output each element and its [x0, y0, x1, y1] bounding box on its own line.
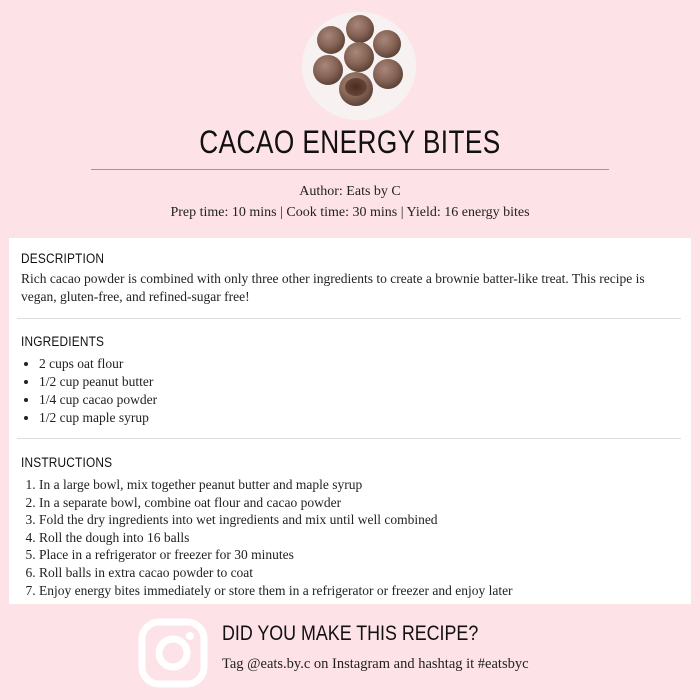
instructions-list	[21, 476, 681, 599]
instruction-step: 7. Enjoy energy bites immediately or store them in a refrigerator or freezer and enjoy later	[39, 582, 681, 600]
recipe-meta	[0, 181, 700, 223]
description-section	[21, 251, 681, 306]
instruction-step: 4. Roll the dough into 16 balls	[39, 529, 681, 547]
instructions-section	[21, 455, 681, 599]
instruction-step: 3. Fold the dry ingredients into wet ingredients and mix until well combined	[39, 511, 681, 529]
recipe-card	[9, 238, 691, 604]
energy-bites-illustration	[302, 12, 416, 120]
author-line: Author: Eats by C	[299, 184, 401, 199]
ingredients-heading: INGREDIENTS	[21, 334, 105, 349]
description-heading: DESCRIPTION	[21, 251, 105, 266]
description-text: Rich cacao powder is combined with only three other ingredients to create a brownie batter-like treat. This recipe is vegan, gluten-free, and refined-sugar free!	[21, 271, 645, 304]
ingredients-section	[21, 334, 681, 427]
times-line: Prep time: 10 mins | Cook time: 30 mins | Yield: 16 energy bites	[170, 205, 530, 220]
ingredient-item: • 1/4 cup cacao powder	[39, 391, 681, 409]
section-divider	[17, 438, 681, 439]
instructions-heading: INSTRUCTIONS	[21, 455, 113, 470]
section-divider	[17, 318, 681, 319]
cta-title: DID YOU MAKE THIS RECIPE?	[222, 622, 479, 645]
instagram-icon[interactable]	[138, 618, 208, 688]
instruction-step: 5. Place in a refrigerator or freezer for 30 minutes	[39, 546, 681, 564]
recipe-photo	[302, 12, 416, 120]
cta-text: Tag @eats.by.c on Instagram and hashtag it #eatsbyc	[222, 656, 529, 672]
ingredient-item: • 1/2 cup peanut butter	[39, 373, 681, 391]
instruction-step: 2. In a separate bowl, combine oat flour and cacao powder	[39, 494, 681, 512]
recipe-title: CACAO ENERGY BITES	[199, 124, 501, 160]
title-divider	[91, 169, 609, 170]
instruction-step: 6. Roll balls in extra cacao powder to coat	[39, 564, 681, 582]
ingredient-item: • 1/2 cup maple syrup	[39, 409, 681, 427]
ingredients-list	[21, 355, 681, 427]
instruction-step: 1. In a large bowl, mix together peanut butter and maple syrup	[39, 476, 681, 494]
ingredient-item: • 2 cups oat flour	[39, 355, 681, 373]
